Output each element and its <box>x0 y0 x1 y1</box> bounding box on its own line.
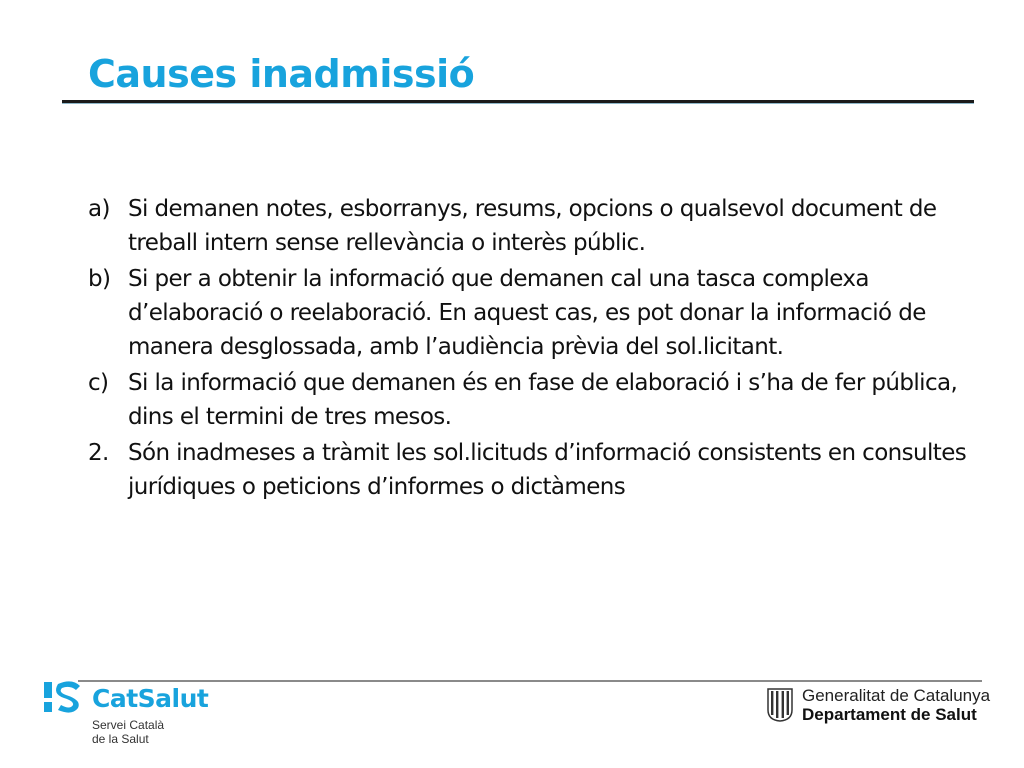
list-item <box>88 366 988 434</box>
list-item-text: Si demanen notes, esborranys, resums, opcions o qualsevol document de treball intern sense rellevància o interès públic. <box>128 196 937 256</box>
catsalut-name: CatSalut <box>92 684 209 713</box>
list-item-marker: c) <box>88 370 109 396</box>
list-item-text: Si per a obtenir la informació que demanen cal una tasca complexa d’elaboració o reelaboració. En aquest cas, es pot donar la informació de manera desglossada, amb l’audiència prèvia del sol.licitant. <box>128 266 926 360</box>
list-item <box>88 436 988 504</box>
catsalut-subtitle-line1: Servei Català <box>92 718 165 732</box>
list-item-text: Si la informació que demanen és en fase de elaboració i s’ha de fer pública, dins el termini de tres mesos. <box>128 370 958 430</box>
causes-list <box>88 192 988 506</box>
list-item <box>88 192 988 260</box>
list-item-marker: 2. <box>88 440 109 466</box>
title-underline <box>62 100 974 104</box>
department-name: Departament de Salut <box>802 705 977 724</box>
generalitat-emblem-icon <box>767 688 793 722</box>
catsalut-subtitle <box>92 718 212 746</box>
slide-title: Causes inadmissió <box>88 52 475 96</box>
list-item-marker: b) <box>88 266 111 292</box>
list-item-marker: a) <box>88 196 110 222</box>
list-item <box>88 262 988 364</box>
list-item-text: Són inadmeses a tràmit les sol.licituds d’informació consistents en consultes jurídiques o peticions d’informes o dictàmens <box>128 440 967 500</box>
catsalut-subtitle-line2: de la Salut <box>92 732 149 746</box>
generalitat-name: Generalitat de Catalunya <box>802 686 991 705</box>
